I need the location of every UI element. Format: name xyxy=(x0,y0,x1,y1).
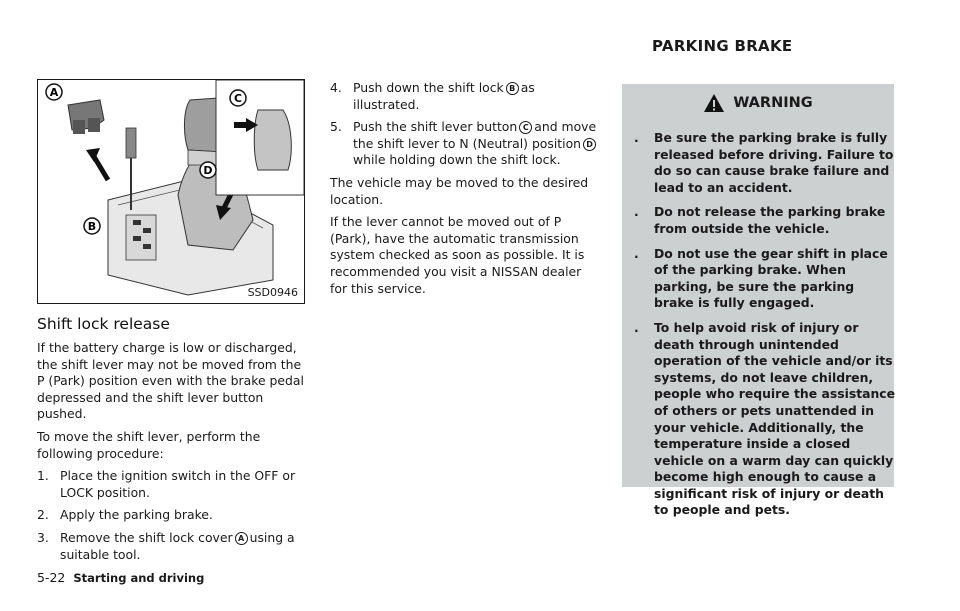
shift-lock-diagram xyxy=(38,80,304,303)
section-title: PARKING BRAKE xyxy=(652,37,793,55)
step-1 xyxy=(37,468,309,501)
bullet: . xyxy=(634,204,639,220)
warning-triangle-icon xyxy=(703,93,725,113)
callout-marker: A xyxy=(235,532,248,545)
step-3 xyxy=(37,530,309,563)
warning-text: Do not release the parking brake from outside the vehicle. xyxy=(654,204,886,236)
callout-a: A xyxy=(49,86,59,99)
shift-lock-illustration xyxy=(37,79,305,304)
page-number: 5-22 xyxy=(37,570,66,585)
warning-box xyxy=(622,84,896,518)
step-number: 5. xyxy=(330,119,342,135)
callout-marker: D xyxy=(583,138,596,151)
callout-b: B xyxy=(87,220,97,233)
step-2 xyxy=(37,507,309,524)
section-heading: Shift lock release xyxy=(37,315,170,333)
intro-paragraph: If the battery charge is low or discharged, the shift lever may not be moved from the P (Park) position even with the brake pedal depressed and the shift lever button pushed. xyxy=(37,340,304,422)
step-text-before: Push the shift lever button xyxy=(353,119,518,135)
step-number: 1. xyxy=(37,468,49,484)
bullet: . xyxy=(634,130,639,145)
step-text-middle: and move the shift lever to N (Neutral) position xyxy=(353,119,597,151)
step-4 xyxy=(330,80,602,113)
warning-header xyxy=(622,84,894,121)
step-text-after: while holding down the shift lock. xyxy=(353,152,561,168)
step-number: 3. xyxy=(37,529,49,545)
step-text-before: Remove the shift lock cover xyxy=(60,529,233,545)
warning-text: Do not use the gear shift in place of the parking brake. When parking, be sure the parking brake is fully engaged. xyxy=(654,245,888,311)
callout-marker: B xyxy=(506,82,519,95)
chapter-name: Starting and driving xyxy=(73,571,205,585)
step-5 xyxy=(330,119,602,169)
callout-d: D xyxy=(203,164,213,177)
step-text-after: as illustrated. xyxy=(353,80,535,112)
warning-item xyxy=(634,204,896,237)
step-text: Apply the parking brake. xyxy=(60,507,213,523)
warning-item xyxy=(634,320,896,519)
warning-list xyxy=(634,130,896,527)
paragraph-moved: The vehicle may be moved to the desired location. xyxy=(330,174,589,207)
warning-item xyxy=(634,130,896,196)
page-footer xyxy=(37,570,204,585)
paragraph-dealer: If the lever cannot be moved out of P (Park), have the automatic transmission system checked as soon as possible. It is recommended you visit a NISSAN dealer for this service. xyxy=(330,214,585,296)
left-column xyxy=(37,340,309,569)
middle-column xyxy=(330,80,602,303)
warning-text: To help avoid risk of injury or death through unintended operation of the vehicle and/or its systems, do not leave children, people who require the assistance of others or pets unattended in your vehicle. Additionally, the temperature inside a closed vehicle on a warm day can quickly become high enough to cause a significant risk of injury or death to people and pets. xyxy=(654,319,896,518)
warning-text: Be sure the parking brake is fully released before driving. Failure to do so can cause brake failure and lead to an accident. xyxy=(654,130,894,195)
warning-title: WARNING xyxy=(733,94,813,111)
warning-item xyxy=(634,246,896,312)
callout-marker: C xyxy=(519,121,532,134)
step-text-before: Push down the shift lock xyxy=(353,80,504,95)
procedure-intro: To move the shift lever, perform the following procedure: xyxy=(37,428,261,461)
step-text-after: using a suitable tool. xyxy=(60,529,295,562)
bullet: . xyxy=(634,319,639,335)
bullet: . xyxy=(634,245,639,261)
step-number: 4. xyxy=(330,80,342,95)
callout-c: C xyxy=(233,92,243,105)
figure-caption: SSD0946 xyxy=(247,286,298,299)
step-text: Place the ignition switch in the OFF or LOCK position. xyxy=(60,468,296,500)
step-number: 2. xyxy=(37,507,49,523)
